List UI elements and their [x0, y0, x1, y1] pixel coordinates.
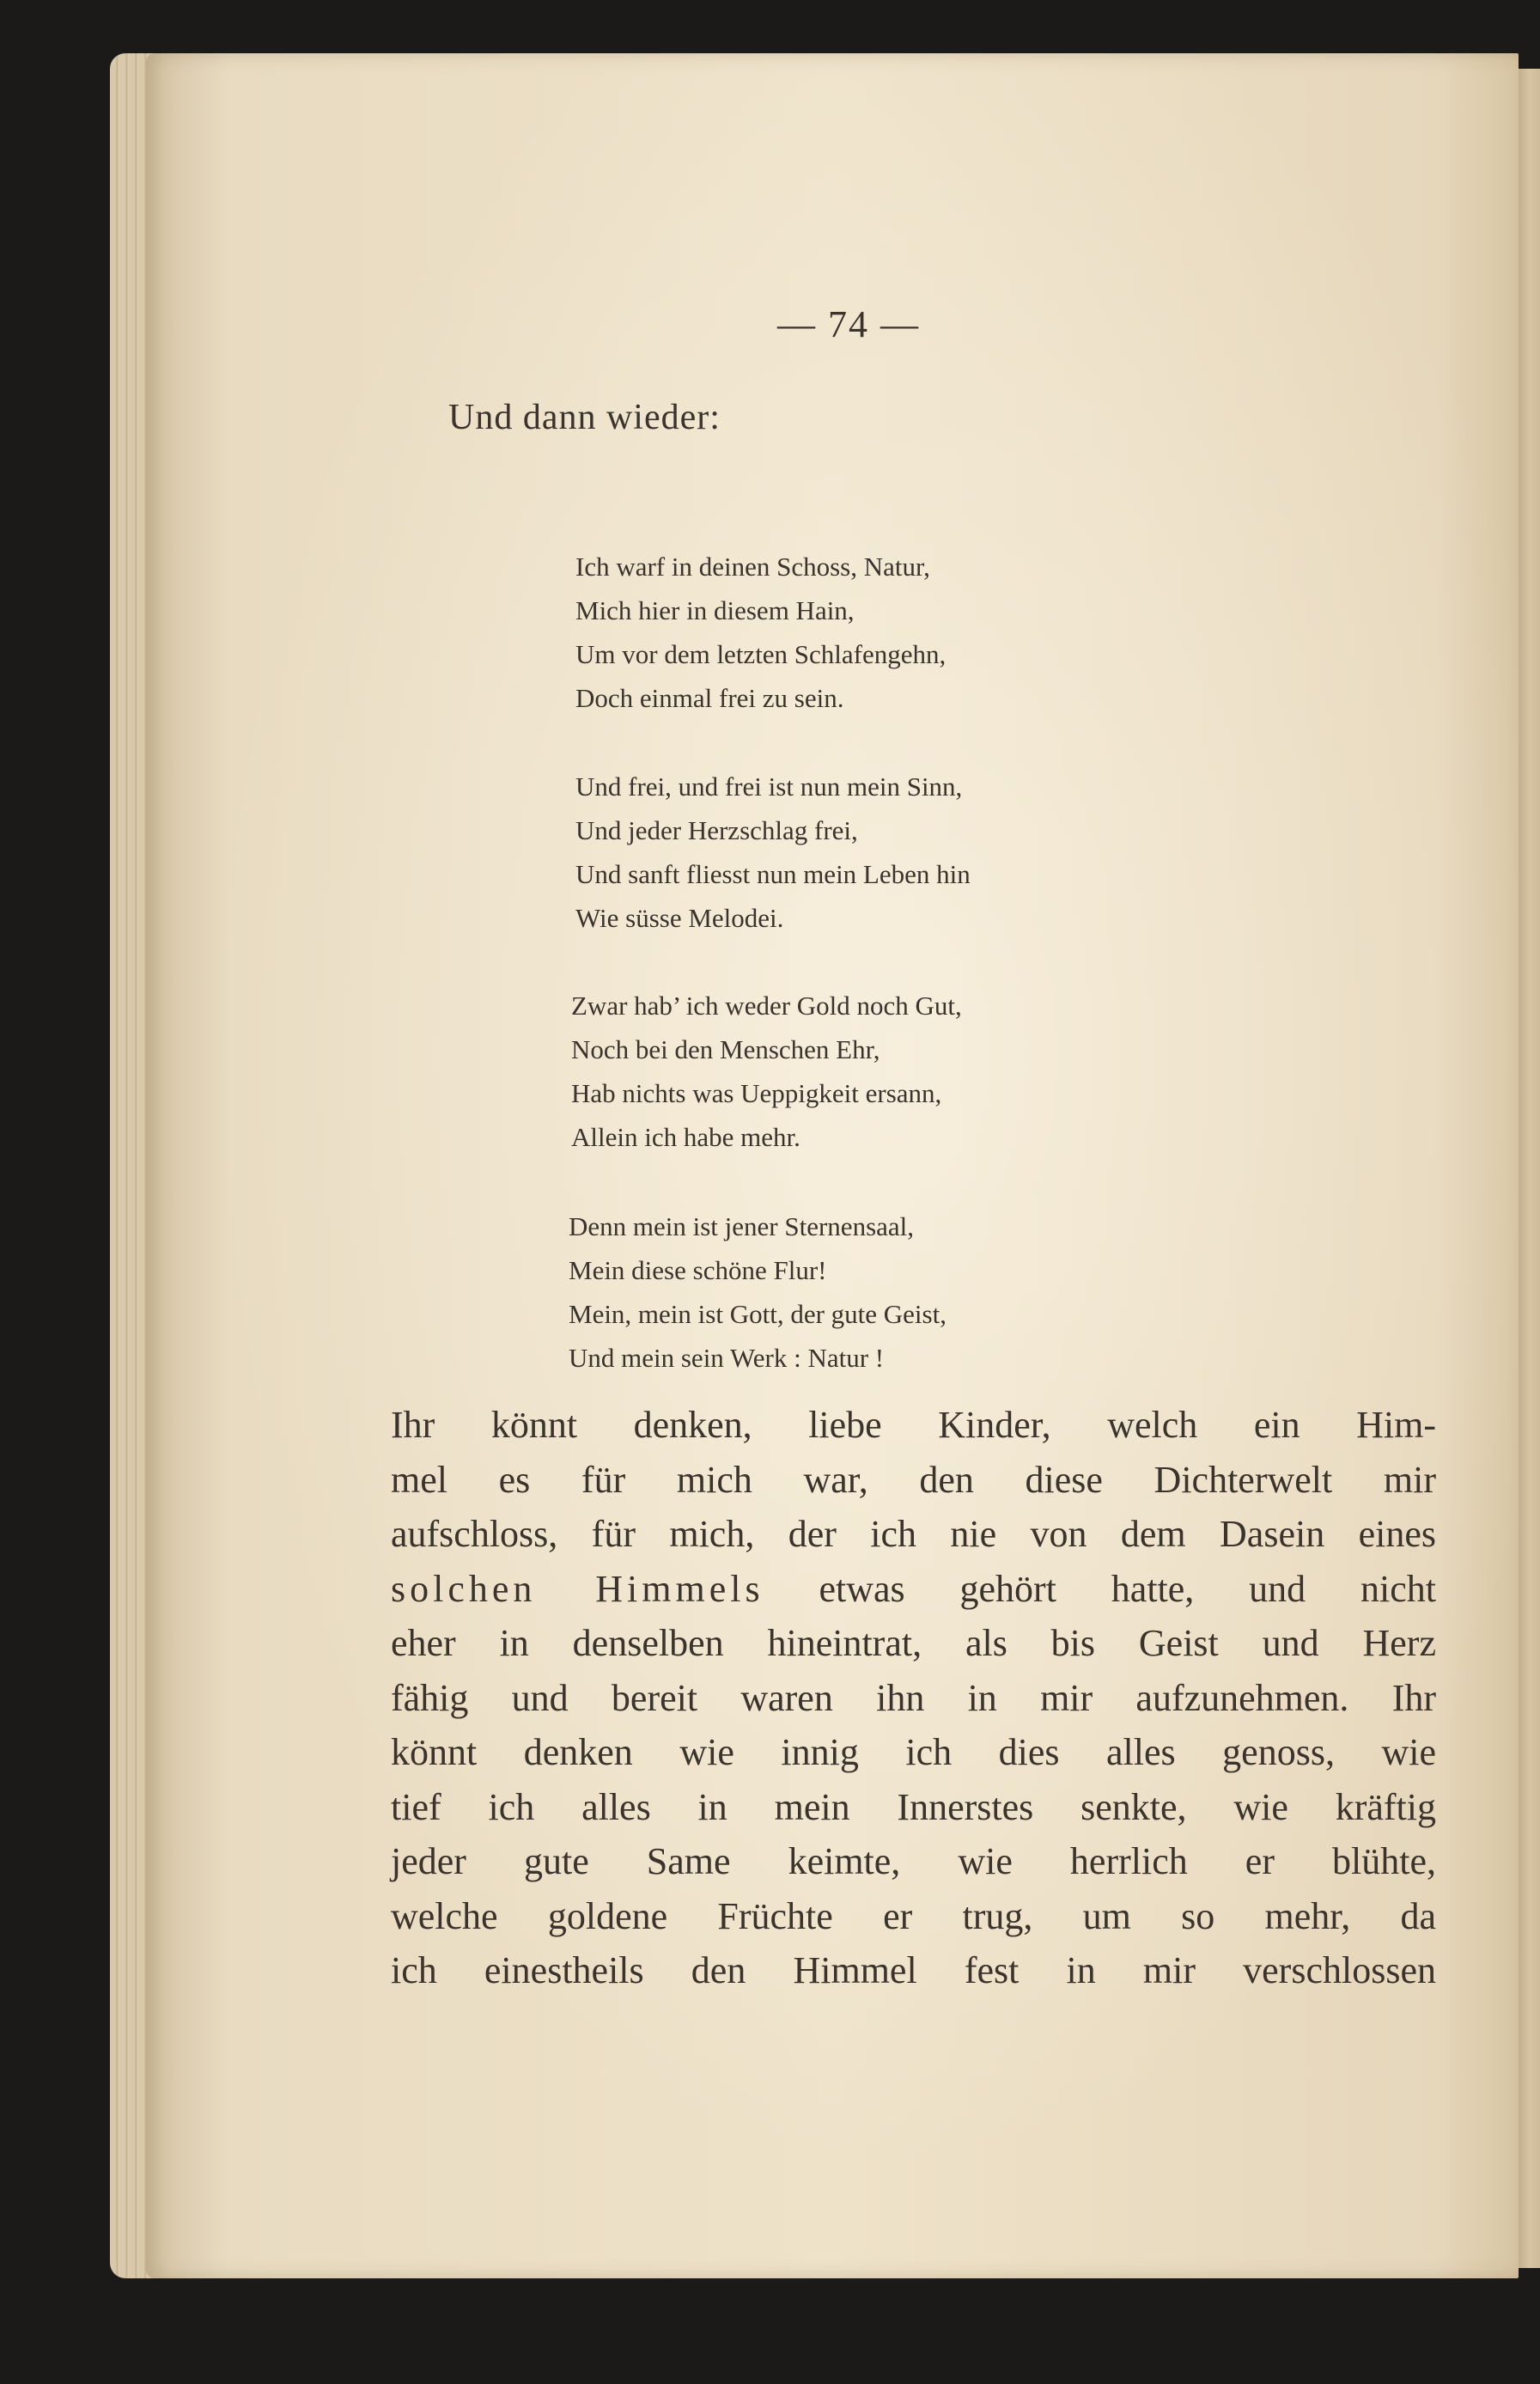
emphasized-text: solchen Himmels [391, 1567, 764, 1610]
poem-line: Und frei, und frei ist nun mein Sinn, [575, 771, 963, 802]
poem-stanza-1 [575, 545, 946, 720]
poem-line: Mein diese schöne Flur! [569, 1255, 827, 1285]
poem-line: Und jeder Herzschlag frei, [575, 815, 858, 845]
intro-line: Und dann wieder: [448, 398, 721, 437]
poem-line: Doch einmal frei zu sein. [575, 683, 844, 713]
poem-line: Wie süsse Melodei. [575, 903, 784, 933]
poem-line: Noch bei den Menschen Ehr, [571, 1034, 880, 1064]
prose-paragraph [391, 1398, 1436, 1998]
poem-line: Mich hier in diesem Hain, [575, 595, 855, 625]
poem-stanza-2 [575, 765, 971, 940]
prose-line: ich einestheils den Himmel fest in mir verschlossen [391, 1949, 1436, 1991]
prose-line: jeder gute Same keimte, wie herrlich er blühte, [391, 1840, 1436, 1882]
poem-line: Um vor dem letzten Schlafengehn, [575, 639, 947, 669]
poem-line: Mein, mein ist Gott, der gute Geist, [569, 1299, 947, 1329]
prose-line: Ihr könnt denken, liebe Kinder, welch ein Him- [391, 1404, 1436, 1446]
book-page [146, 53, 1519, 2278]
prose-line: welche goldene Früchte er trug, um so mehr, da [391, 1894, 1436, 1937]
poem-line: Und mein sein Werk : Natur ! [569, 1343, 885, 1373]
poem-line: Denn mein ist jener Sternensaal, [569, 1211, 915, 1241]
page-number: — 74 — [777, 303, 920, 345]
prose-line: tief ich alles in mein Innerstes senkte, wie kräftig [391, 1785, 1436, 1828]
prose-line [391, 1562, 1436, 1617]
poem-line: Zwar hab’ ich weder Gold noch Gut, [571, 991, 962, 1021]
prose-line: eher in denselben hineintrat, als bis Geist und Herz [391, 1622, 1436, 1664]
prose-line: mel es für mich war, den diese Dichterwelt mir [391, 1458, 1436, 1501]
prose-line: könnt denken wie innig ich dies alles genoss, wie [391, 1731, 1436, 1773]
prose-line: fähig und bereit waren ihn in mir aufzunehmen. Ihr [391, 1676, 1436, 1719]
poem-stanza-4 [569, 1204, 947, 1380]
poem-line: Allein ich habe mehr. [571, 1122, 800, 1152]
prose-line: aufschloss, für mich, der ich nie von dem Dasein eines [391, 1513, 1436, 1555]
poem-stanza-3 [571, 984, 962, 1159]
poem-line: Und sanft fliesst nun mein Leben hin [575, 859, 971, 889]
poem-line: Hab nichts was Ueppigkeit ersann, [571, 1078, 942, 1108]
poem-line: Ich warf in deinen Schoss, Natur, [575, 552, 930, 582]
prose-text: etwas gehört hatte, und nicht [764, 1567, 1437, 1610]
